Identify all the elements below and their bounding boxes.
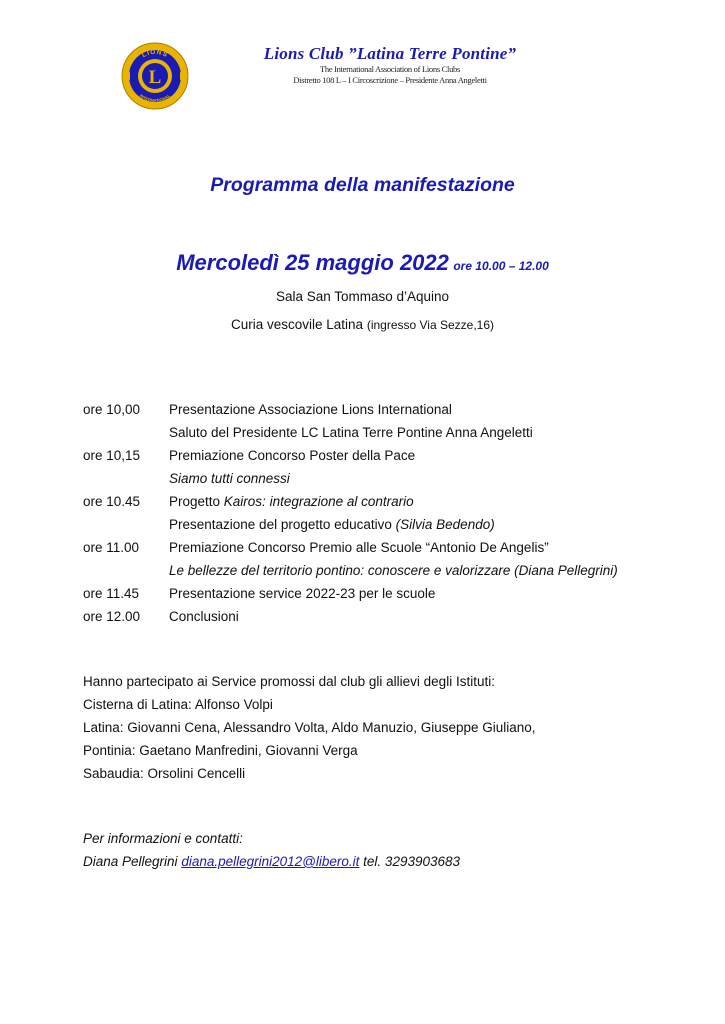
- schedule-row: [83, 490, 683, 513]
- event-time: ore 10.00 – 12.00: [453, 259, 549, 273]
- logo-letter: L: [148, 67, 162, 88]
- schedule-text: Le bellezze del territorio pontino: conoscere e valorizzare (Diana Pellegrini): [169, 563, 618, 578]
- schedule-row: [83, 536, 683, 559]
- association-name: The International Association of Lions Clubs: [319, 64, 460, 74]
- logo-text-bottom: INTERNATIONAL: [138, 93, 172, 104]
- event-place-line: [0, 317, 725, 332]
- schedule-text-italic: (Silvia Bedendo): [395, 517, 495, 532]
- schedule-text: Saluto del Presidente LC Latina Terre Pontine Anna Angeletti: [169, 425, 533, 440]
- schedule-text-plain: Presentazione del progetto educativo: [169, 517, 396, 532]
- contacts: [83, 827, 683, 873]
- contacts-heading: Per informazioni e contatti:: [83, 831, 243, 846]
- event-place: Curia vescovile Latina: [230, 317, 364, 332]
- event-venue: Sala San Tommaso d’Aquino: [275, 289, 450, 304]
- club-name: Lions Club ”Latina Terre Pontine”: [263, 44, 517, 63]
- schedule-text: Premiazione Concorso Poster della Pace: [169, 448, 416, 463]
- schedule-row: [83, 444, 683, 467]
- schedule-row: [83, 513, 683, 536]
- schedule-time: ore 10.45: [83, 494, 141, 509]
- schedule-time: ore 10,15: [83, 448, 141, 463]
- school-line: Cisterna di Latina: Alfonso Volpi: [83, 697, 273, 712]
- schedule-row: [83, 398, 683, 421]
- schedule-text: Presentazione service 2022-23 per le scuole: [169, 586, 436, 601]
- schedule-text: [169, 490, 414, 513]
- schedule: [83, 398, 683, 628]
- schedule-time: ore 12.00: [83, 609, 141, 624]
- schedule-text: Conclusioni: [169, 609, 239, 624]
- school-line: Latina: Giovanni Cena, Alessandro Volta, Aldo Manuzio, Giuseppe Giuliano,: [83, 720, 536, 735]
- schedule-time: ore 11.00: [83, 540, 140, 555]
- schedule-time: ore 10,00: [83, 402, 141, 417]
- schedule-row: [83, 559, 683, 582]
- participating-schools: [83, 670, 683, 785]
- program-title: Programma della manifestazione: [210, 174, 515, 196]
- schedule-text: Siamo tutti connessi: [169, 471, 290, 486]
- contact-phone: tel. 3293903683: [363, 854, 461, 869]
- schedule-row: [83, 421, 683, 444]
- schedule-row: [83, 467, 683, 490]
- schedule-row: [83, 582, 683, 605]
- event-place-note: (ingresso Via Sezze,16): [366, 318, 495, 332]
- district-line: Distretto 108 L – I Circoscrizione – Presidente Anna Angeletti: [293, 75, 487, 85]
- lions-club-logo: [121, 42, 189, 110]
- logo-text-top: LIONS: [140, 48, 170, 60]
- schedule-text-italic: Kairos: integrazione al contrario: [223, 494, 414, 509]
- school-line: Pontinia: Gaetano Manfredini, Giovanni Verga: [83, 743, 358, 758]
- contact-line: [83, 850, 683, 873]
- school-line: Sabaudia: Orsolini Cencelli: [83, 766, 246, 781]
- schedule-text-plain: Progetto: [169, 494, 224, 509]
- schedule-text: [169, 513, 495, 536]
- event-date: Mercoledì 25 maggio 2022: [176, 250, 449, 275]
- contact-name: Diana Pellegrini: [83, 854, 178, 869]
- schedule-time: ore 11.45: [83, 586, 140, 601]
- schedule-text: Presentazione Associazione Lions International: [169, 402, 452, 417]
- schools-intro: Hanno partecipato ai Service promossi dal club gli allievi degli Istituti:: [83, 674, 495, 689]
- schedule-text: Premiazione Concorso Premio alle Scuole “Antonio De Angelis”: [169, 540, 549, 555]
- contact-email-link[interactable]: diana.pellegrini2012@libero.it: [181, 854, 360, 869]
- schedule-row: [83, 605, 683, 628]
- event-date-line: [0, 250, 725, 276]
